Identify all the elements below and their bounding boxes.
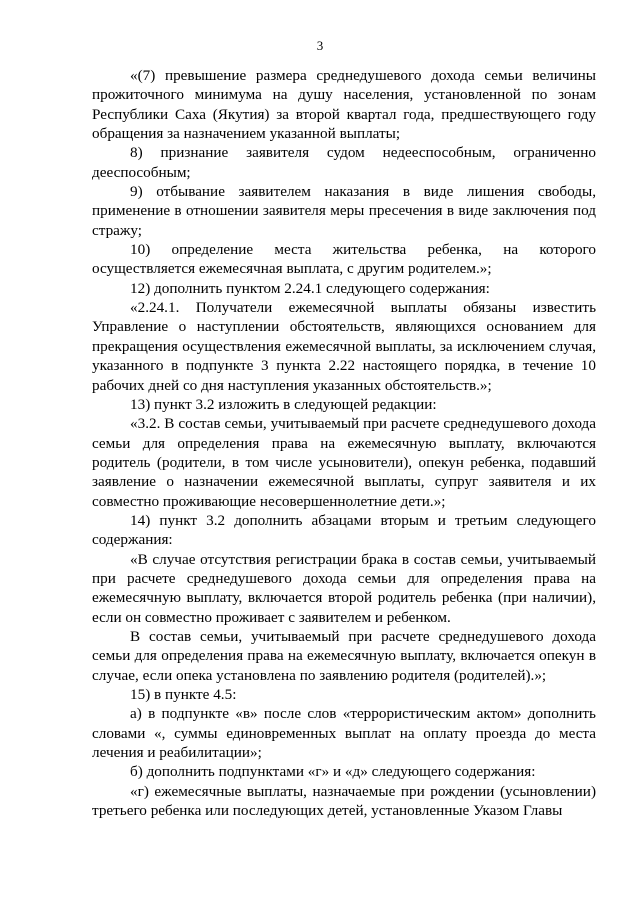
- paragraph-item-9-imprisonment: 9) отбывание заявителем наказания в виде лишения свободы, применение в отношении заявителя меры пресечения в виде заключения под стражу;: [92, 183, 596, 239]
- paragraph-clause-3-2: «3.2. В состав семьи, учитываемый при расчете среднедушевого дохода семьи для определения права на ежемесячную выплату, включаются родитель (родители, в том числе усыновители), опекун ребенка, подавший заявление о назначении ежемесячной выплаты, супруг заявителя и их совместно проживающие несовершеннолетние дети.»;: [92, 415, 596, 510]
- document-body: [92, 66, 596, 820]
- paragraph-amendment-13: 13) пункт 3.2 изложить в следующей редакции:: [130, 395, 437, 413]
- paragraph-guardian-included: В состав семьи, учитываемый при расчете среднедушевого дохода семьи для определения права на ежемесячную выплату, включается опекун в случае, если опека установлена по заявлению родителя (родителей).»;: [92, 627, 596, 684]
- paragraph-item-10-residence: 10) определение места жительства ребенка, на которого осуществляется ежемесячная выплата, с другим родителем.»;: [92, 241, 596, 278]
- paragraph-no-marriage-registration: «В случае отсутствия регистрации брака в состав семьи, учитываемый при расчете среднедушевого дохода семьи для определения права на ежемесячную выплату, включается второй родитель ребенка (при наличии), если он совместно проживает с заявителем и ребенком.: [92, 550, 596, 626]
- paragraph-amendment-14: 14) пункт 3.2 дополнить абзацами вторым и третьим следующего содержания:: [92, 511, 596, 549]
- paragraph-item-7-income: «(7) превышение размера среднедушевого дохода семьи величины прожиточного минимума на душу населения, установленной по зонам Республики Саха (Якутия) за второй квартал года, предшествующего году обращения за назначением указанной выплаты;: [92, 67, 596, 143]
- paragraph-subitem-a: а) в подпункте «в» после слов «террористическим актом» дополнить словами «, суммы единовременных выплат на оплату проезда до места лечения и реабилитации»;: [92, 705, 596, 762]
- paragraph-clause-2-24-1: «2.24.1. Получатели ежемесячной выплаты обязаны известить Управление о наступлении обстоятельств, являющихся основанием для прекращения осуществления ежемесячной выплаты, за исключением случая, указанного в подпункте 3 пункта 2.22 настоящего порядка, в течение 10 рабочих дней со дня наступления указанных обстоятельств.»;: [92, 299, 596, 394]
- paragraph-amendment-12: 12) дополнить пунктом 2.24.1 следующего содержания:: [130, 279, 490, 297]
- paragraph-subitem-g: «г) ежемесячные выплаты, назначаемые при рождении (усыновлении) третьего ребенка или последующих детей, установленные Указом Главы: [92, 782, 596, 820]
- page-number: 3: [316, 38, 324, 53]
- paragraph-item-8-incapacity: 8) признание заявителя судом недееспособным, ограниченно дееспособным;: [92, 144, 596, 181]
- paragraph-subitem-b: б) дополнить подпунктами «г» и «д» следующего содержания:: [130, 763, 536, 781]
- paragraph-amendment-15: 15) в пункте 4.5:: [130, 686, 237, 703]
